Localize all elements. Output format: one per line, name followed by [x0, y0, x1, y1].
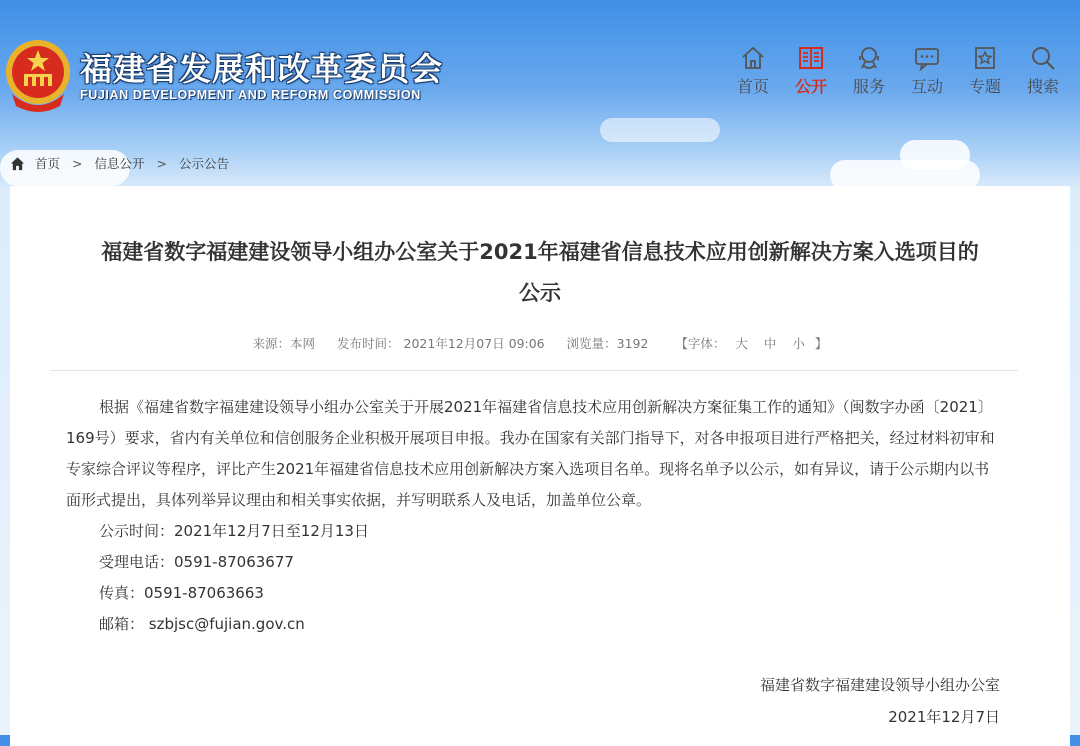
article-title	[80, 232, 1000, 314]
site-title: 福建省发展和改革委员会	[80, 50, 444, 88]
notice-period: 公示时间：2021年12月7日至12月13日	[99, 522, 369, 540]
nav-item-topic[interactable]	[956, 44, 1014, 97]
nav-label: 互动	[910, 77, 943, 96]
chat-icon	[913, 44, 941, 72]
publish-time: 发布时间： 2021年12月07日 09:06	[337, 336, 545, 351]
breadcrumb	[10, 154, 229, 172]
nav-item-search[interactable]	[1014, 44, 1072, 97]
nav-label: 服务	[852, 77, 885, 96]
font-size-control	[675, 336, 827, 351]
nav-item-service[interactable]	[840, 44, 898, 97]
search-icon	[1029, 44, 1057, 72]
breadcrumb-separator: >	[156, 155, 167, 171]
article-paragraph: 根据《福建省数字福建建设领导小组办公室关于开展2021年福建省信息技术应用创新解决方案征集工作的通知》（闽数字办函〔2021〕169号）要求，省内有关单位和信创服务企业积极开展项目申报。我办在国家有关部门指导下，对各申报项目进行严格把关，经过材料初审和专家综合评议等程序，评比产生2021年福建省信息技术应用创新解决方案入选项目名单。现将名单予以公示，如有异议，请于公示期内以书面形式提出，具体列举异议理由和相关事实依据，并写明联系人及电话，加盖单位公章。	[66, 398, 995, 509]
nav-item-open[interactable]	[782, 44, 840, 97]
site-subtitle: FUJIAN DEVELOPMENT AND REFORM COMMISSION	[80, 88, 421, 102]
nav-item-interact[interactable]	[898, 44, 956, 97]
font-size-small-button[interactable]: 小	[792, 336, 805, 351]
font-size-close: 】	[814, 336, 828, 351]
article-title-line: 公示	[519, 281, 561, 305]
signature-org: 福建省数字福建建设领导小组办公室	[759, 676, 1000, 694]
breadcrumb-link-home[interactable]: 首页	[35, 156, 61, 171]
article-panel	[10, 186, 1070, 746]
signature-date: 2021年12月7日	[888, 708, 1000, 726]
breadcrumb-separator: >	[72, 155, 83, 171]
contact-fax: 传真：0591-87063663	[99, 584, 264, 602]
site-header	[0, 0, 1080, 140]
contact-email: 邮箱： szbjsc@fujian.gov.cn	[99, 615, 305, 633]
nav-item-home[interactable]	[724, 44, 782, 97]
divider	[50, 370, 1018, 371]
home-icon[interactable]	[10, 156, 25, 171]
nav-label: 搜索	[1026, 77, 1059, 96]
book-icon	[797, 44, 825, 72]
national-emblem-icon	[4, 36, 72, 112]
contact-phone: 受理电话：0591-87063677	[99, 553, 294, 571]
main-nav	[724, 44, 1072, 97]
breadcrumb-link-notice[interactable]: 公示公告	[179, 156, 230, 171]
cloud-decoration	[900, 140, 970, 170]
view-count: 浏览量：3192	[566, 336, 649, 351]
font-size-large-button[interactable]: 大	[735, 336, 748, 351]
font-size-label: 【字体：	[675, 336, 726, 351]
nav-label: 首页	[736, 77, 769, 96]
home-icon	[739, 44, 767, 72]
nav-label: 专题	[968, 77, 1001, 96]
service-icon	[855, 44, 883, 72]
font-size-medium-button[interactable]: 中	[763, 336, 777, 351]
breadcrumb-link-info[interactable]: 信息公开	[94, 156, 145, 171]
nav-label: 公开	[794, 77, 827, 96]
source-label: 来源：本网	[252, 336, 316, 351]
topic-icon	[971, 44, 999, 72]
article-title-line: 福建省数字福建建设领导小组办公室关于2021年福建省信息技术应用创新解决方案入选项目的	[101, 240, 979, 264]
article-body	[66, 392, 1000, 640]
article-meta	[10, 334, 1070, 352]
